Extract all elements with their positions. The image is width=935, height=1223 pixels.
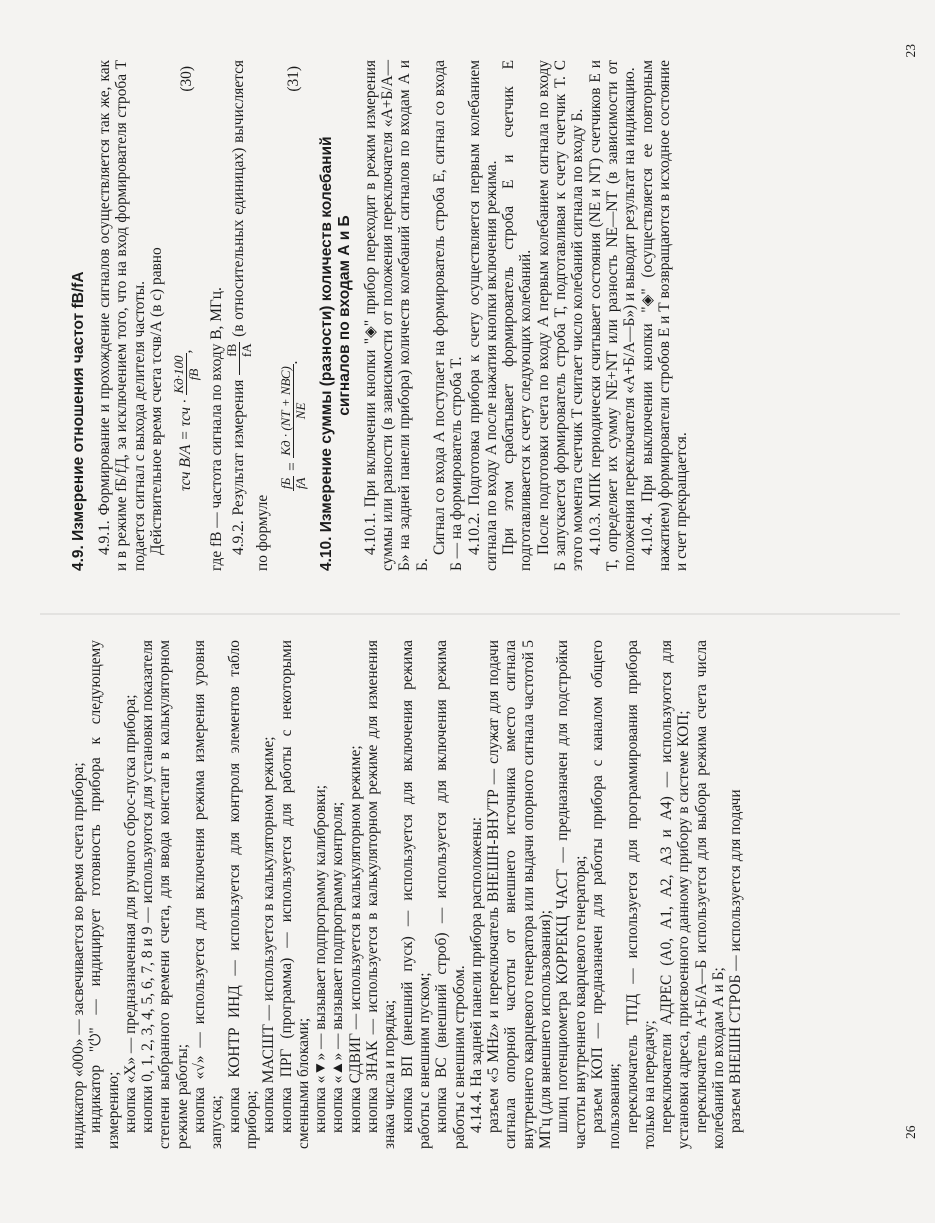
paragraph: кнопка СДВИГ — используется в калькуляторном режиме; <box>346 745 364 1133</box>
formula-30-body: τсч В/А = τсч · Кд·100 fB , <box>171 349 202 491</box>
paragraph: разъем КОП — предназначен для работы прибора с каналом общего пользования; <box>588 640 624 1149</box>
paragraph: Сигнал со входа А поступает на формирователь строба Е, сигнал со входа Б — на формирователь строба Т. <box>430 60 466 571</box>
formula-31-numerator: Кд · (NТ + NВС) <box>277 366 293 456</box>
paragraph: 4.10.1. При включении кнопки "◈" прибор переходит в режим измерения суммы или разности (в зависимости от положения переключателя «А+Б/А—Б» на задней панели прибора) количеств колебаний сигналов по входам А и Б. <box>361 60 431 571</box>
ratio-fraction <box>225 342 254 375</box>
paragraph: 4.10.4. При выключении кнопки "◈" (осуществляется ее повторным нажатием) формирователи стробов Е и Т возвращаются в исходное состояние и счет прекращается. <box>638 60 691 571</box>
ratio-denominator: fA <box>239 343 255 358</box>
paragraph: кнопки 0, 1, 2, 3, 4, 5, 6, 7, 8 и 9 — используются для установки показателя степени выбранного времени счета, для ввода констант в калькуляторном режиме работы; <box>139 640 191 1149</box>
paragraph: разъем «5 MHz» и переключатель ВНЕШН-ВНУТР — служат для подачи сигнала опорной частоты от внешнего источника вместо сигнала внутреннего кварцевого генератора или выдачи опорного сигнала частотой 5 МГц (для внешнего использования); <box>485 640 555 1149</box>
right-text-column <box>70 60 690 571</box>
formula-31-equals: = <box>283 461 301 472</box>
paragraph: кнопка «X» — предназначенная для ручного сброс-пуска прибора; <box>121 694 139 1133</box>
formula-31-lhs-fraction <box>279 476 308 491</box>
equation-number-30: (30) <box>178 66 196 92</box>
paragraph-4-9-2 <box>225 60 271 571</box>
paragraph: При этом срабатывает формирователь строба Е и счетчик Е подготавливается к счету следующих колебаний. <box>500 60 535 571</box>
paragraph: Действительное время счета τсчв/А (в с) равно <box>147 247 165 555</box>
heading-line: сигналов по входам А и Б <box>335 215 353 416</box>
right-page <box>0 0 935 611</box>
left-text-column <box>70 640 745 1149</box>
paragraph-text: 4.9.2. Результат измерения <box>230 379 248 555</box>
paragraph: шлиц потенциометра КОРРЕКЦ ЧАСТ — предназначен для подстройки частоты внутреннего кварцевого генератора; <box>554 640 589 1149</box>
formula-31-fraction <box>279 364 308 457</box>
paragraph: 4.10.3. МПК периодически считывает состояния (NЕ и NТ) счетчиков Е и Т, определяет их сумму NЕ+NТ или разность NЕ—NТ (в зависимости от положения переключателя «А+Б/А—Б») и выводит результат на индикацию. <box>586 60 639 571</box>
paragraph: 4.9.1. Формирование и прохождение сигналов осуществляется так же, как и в режиме fБ/fД, за исключением того, что на вход формирователя строба Т подается сигнал с выхода делителя частоты. <box>96 60 148 571</box>
left-page <box>0 612 935 1223</box>
formula-30-lhs: τсч В/А = τсч · <box>177 399 195 491</box>
formula-30-fraction <box>172 354 201 396</box>
formula-31 <box>279 60 308 571</box>
paragraph: кнопка «▼» — вызывает подпрограмму калибровки; <box>312 784 330 1133</box>
formula-31-lhs-numerator: fБ <box>277 477 293 489</box>
gutter <box>40 613 900 615</box>
formula-31-body: fБ fА = Кд · (NТ + NВС) NЕ . <box>277 360 308 490</box>
paragraph: переключатели АДРЕС (А0, А1, А2, А3 и А4) — используются для установки адреса, присвоенного данному прибору в системе КОП; <box>658 640 693 1149</box>
paragraph: кнопка ВС (внешний строб) — используется для включения режима работы с внешним стробом. <box>433 640 468 1149</box>
heading-line: 4.10. Измерение суммы (разности) количеств колебаний <box>317 136 335 571</box>
page-number-left: 26 <box>903 1125 918 1139</box>
paragraph: кнопка МАСШТ — используется в калькуляторном режиме; <box>260 736 278 1133</box>
formula-30 <box>172 60 201 571</box>
paragraph: разъем ВНЕШН СТРОБ — используется для подачи <box>727 789 745 1133</box>
paragraph: После подготовки счета по входу А первым колебанием сигнала по входу Б запускается формирователь строба Т, подготавливая к счету счетчик Т. С этого момента счетчик Т считает число колебаний сигнала по входу Б. <box>534 60 587 571</box>
paragraph: кнопка ПРГ (программа) — используется для работы с некоторыми сменными блоками; <box>277 640 312 1149</box>
paragraph: кнопка «√» — используется для включения режима измерения уровня запуска; <box>191 640 226 1149</box>
formula-31-denominator: NЕ <box>292 402 308 420</box>
paragraph: кнопка «▲» — вызывает подпрограмму контроля; <box>329 801 347 1133</box>
section-heading-4-10 <box>318 60 354 571</box>
paragraph: кнопка ВП (внешний пуск) — используется для включения режима работы с внешним пуском; <box>398 640 433 1149</box>
formula-30-denominator: fB <box>186 368 202 381</box>
paragraph: где fB — частота сигнала по входу В, МГц. <box>208 287 226 571</box>
paragraph: переключатель А+Б/А—Б используется для выбора режима счета числа колебаний по входам А и Б; <box>692 640 727 1149</box>
paragraph: 4.14.4. На задней панели прибора расположены: <box>467 816 485 1133</box>
equation-number-31: (31) <box>284 66 302 92</box>
paragraph: индикатор «000» — засвечивается во время счета прибора; <box>70 762 87 1149</box>
section-heading-4-9: 4.9. Измерение отношения частот fB/fA <box>70 271 87 571</box>
paragraph: переключатель ТПД — используется для программирования прибора только на передачу; <box>623 640 658 1149</box>
paragraph-text: (в относительных единицах) вычисляется по формуле <box>230 60 272 571</box>
formula-31-lhs-denominator: fА <box>292 477 308 490</box>
paragraph: кнопка КОНТР ИНД — используется для контроля элементов табло прибора; <box>225 640 260 1149</box>
paragraph: индикатор "⏻" — индицирует готовность прибора к следующему измерению; <box>87 640 122 1149</box>
formula-30-numerator: Кд·100 <box>171 355 187 394</box>
paragraph: кнопка ЗНАК — используется в калькуляторном режиме для изменения знака числа и порядка; <box>364 640 399 1149</box>
paragraph: 4.10.2. Подготовка прибора к счету осуществляется первым колебанием сигнала по входу А после нажатия кнопки включения режима. <box>465 60 500 571</box>
ratio-numerator: fB <box>225 342 240 375</box>
page-number-right: 23 <box>903 44 918 58</box>
